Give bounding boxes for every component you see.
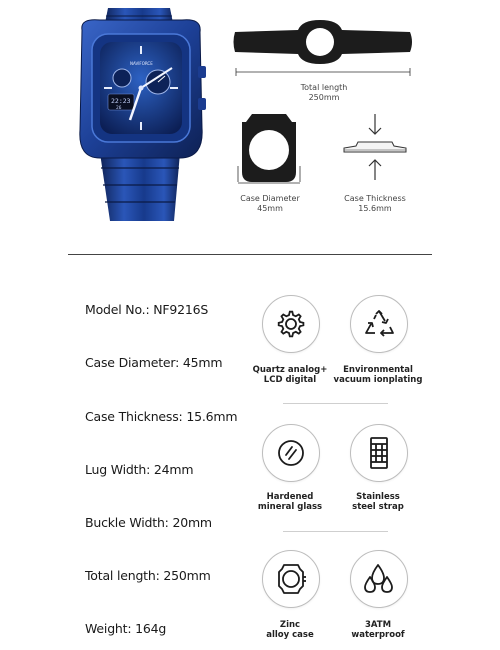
- recycle-icon: [363, 309, 395, 339]
- feature-zinc-case: [262, 550, 320, 608]
- total-length-silhouette: [232, 20, 414, 80]
- spec-buckle-width: Buckle Width: 20mm: [85, 515, 212, 530]
- feature-quartz-label: Quartz analog+ LCD digital: [252, 365, 328, 385]
- feature-glass-label: Hardened mineral glass: [257, 492, 323, 512]
- lcd-time-text: 22:23: [111, 97, 131, 105]
- case-diameter-label: Case Diameter: [240, 194, 300, 203]
- case-thickness-label: Case Thickness: [344, 194, 406, 203]
- feature-divider-1: [283, 403, 388, 404]
- feature-strap-label: Stainless steel strap: [352, 492, 404, 512]
- gear-icon: [276, 309, 306, 339]
- total-length-value: 250mm: [308, 93, 340, 102]
- spec-lug-width: Lug Width: 24mm: [85, 462, 194, 477]
- case-diameter-silhouette: [236, 112, 302, 184]
- watch-product-image: [70, 8, 210, 223]
- feature-waterproof-label: 3ATM waterproof: [351, 620, 405, 640]
- section-divider: [68, 254, 432, 255]
- water-drops-icon: [362, 563, 396, 595]
- glass-icon: [275, 437, 307, 469]
- case-thickness-diagram: [338, 112, 412, 184]
- total-length-label: Total length: [300, 83, 348, 92]
- spec-weight: Weight: 164g: [85, 621, 167, 636]
- watch-brand-text: NAVIFORCE: [130, 61, 153, 66]
- case-thickness-value: 15.6mm: [358, 204, 392, 213]
- watch-case-icon: [275, 562, 307, 596]
- spec-total-length: Total length: 250mm: [85, 568, 211, 583]
- case-diameter-value: 45mm: [257, 204, 283, 213]
- feature-zinc-case-label: Zinc alloy case: [266, 620, 314, 640]
- strap-icon: [367, 436, 391, 470]
- spec-case-thickness: Case Thickness: 15.6mm: [85, 409, 238, 424]
- feature-waterproof: [350, 550, 408, 608]
- feature-strap: [350, 424, 408, 482]
- feature-divider-2: [283, 531, 388, 532]
- spec-case-diameter: Case Diameter: 45mm: [85, 355, 223, 370]
- feature-ionplating-label: Environmental vacuum ionplating: [333, 365, 423, 385]
- feature-quartz: [262, 295, 320, 353]
- feature-glass: [262, 424, 320, 482]
- spec-model-number: Model No.: NF9216S: [85, 302, 209, 317]
- lcd-date-text: 26: [116, 106, 122, 111]
- feature-ionplating: [350, 295, 408, 353]
